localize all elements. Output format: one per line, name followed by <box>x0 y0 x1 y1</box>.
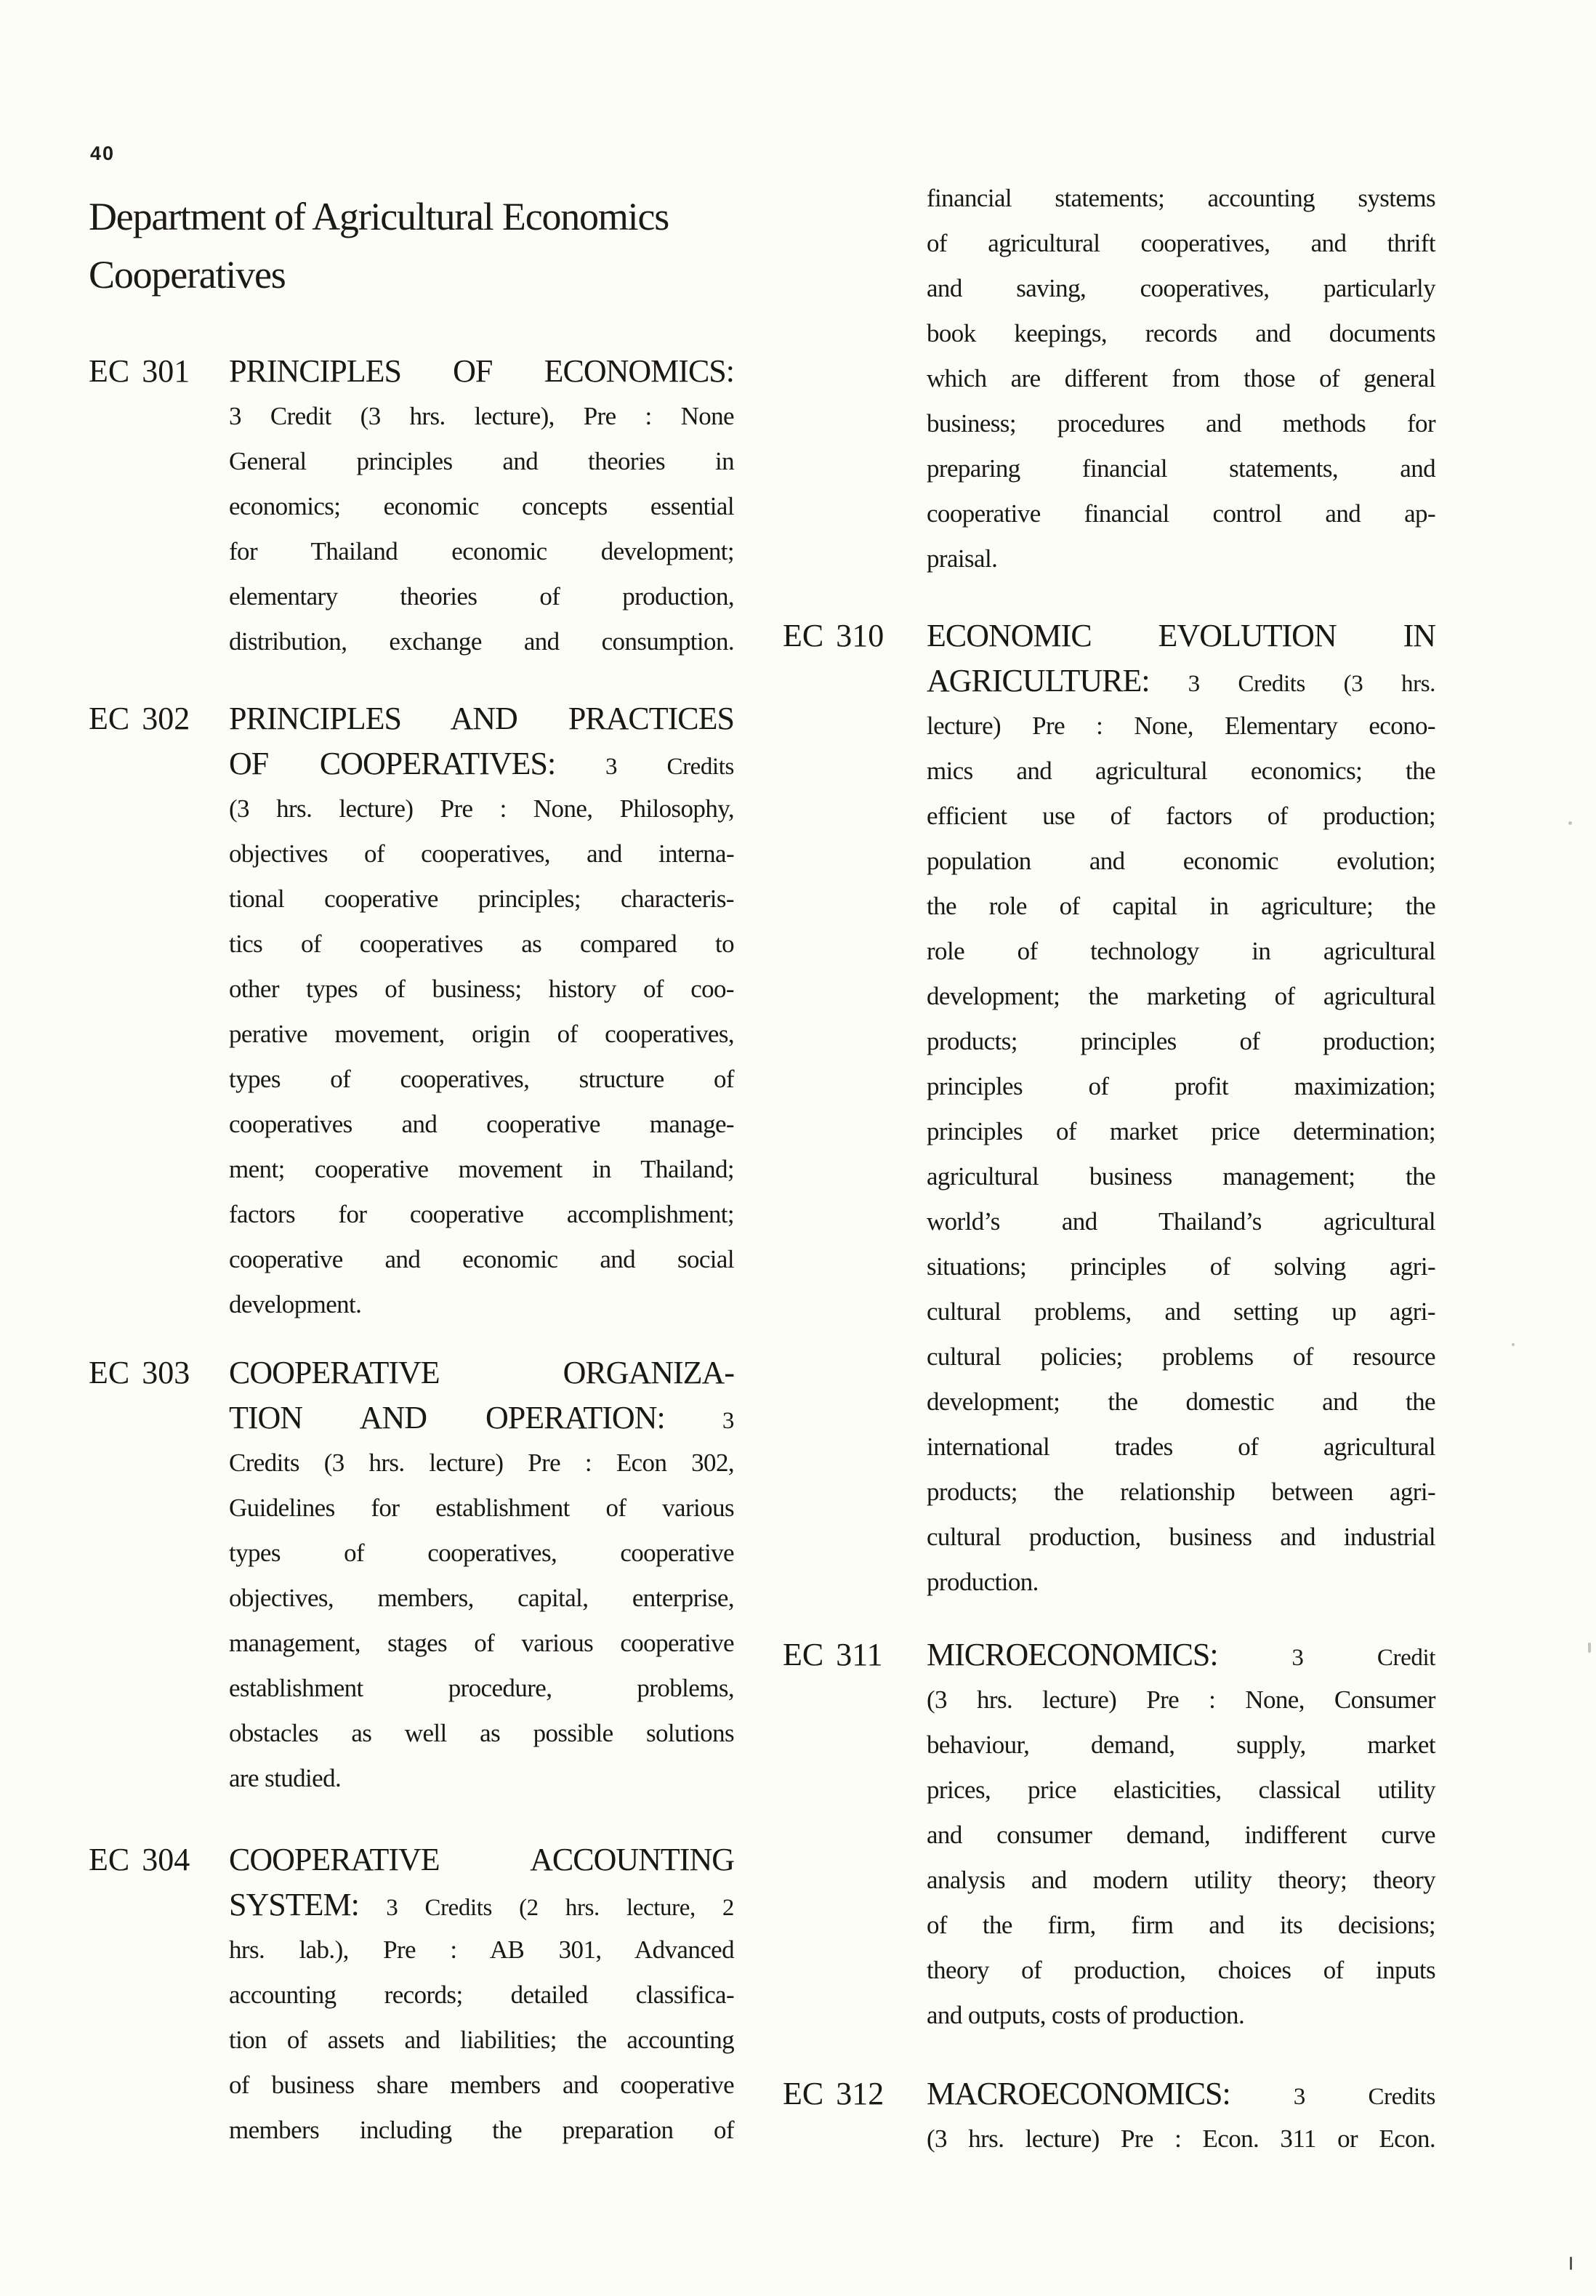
course-title-line-2 <box>927 658 1435 704</box>
course-text-line: products; principles of production; <box>927 1027 1435 1055</box>
course-text-line: 3 Credit (3 hrs. lecture), Pre : None <box>229 402 734 430</box>
course-text-line: Guidelines for establishment of various <box>229 1494 734 1522</box>
course-code: EC 310 <box>783 618 884 653</box>
course-text-line: cooperative and economic and social <box>229 1245 734 1273</box>
course-code: EC 304 <box>89 1842 190 1877</box>
course-text-line: tics of cooperatives as compared to <box>229 930 734 958</box>
paper-edge-mark <box>1570 2257 1572 2270</box>
course-text-line: of business share members and cooperative <box>229 2071 734 2099</box>
course-title-line-2-text: SYSTEM: <box>229 1887 359 1922</box>
course-text-line: population and economic evolution; <box>927 847 1435 875</box>
course-body <box>229 1837 734 2153</box>
course-text-line: (3 hrs. lecture) Pre : None, Consumer <box>927 1685 1435 1714</box>
course-body <box>927 1632 1435 2038</box>
course-title: MACROECONOMICS: <box>927 2076 1230 2111</box>
course-text-line: members including the preparation of <box>229 2116 734 2144</box>
course-code: EC 301 <box>89 353 190 389</box>
course-text-line: (3 hrs. lecture) Pre : Econ. 311 or Econ. <box>927 2124 1435 2153</box>
course-text-line: establishment procedure, problems, <box>229 1674 734 1702</box>
course-title-line-1: ECONOMIC EVOLUTION IN <box>927 618 1435 653</box>
course-text-line: elementary theories of production, <box>229 582 734 611</box>
course-code: EC 303 <box>89 1355 190 1390</box>
paper-edge-mark <box>1588 1643 1591 1653</box>
course-title-line-2 <box>229 1882 734 1928</box>
course-text-line: types of cooperatives, structure of <box>229 1065 734 1093</box>
course-text-line: and consumer demand, indifferent curve <box>927 1821 1435 1849</box>
course-text-line: objectives of cooperatives, and interna- <box>229 839 734 868</box>
course-text-line: production. <box>927 1568 1039 1596</box>
course-credits: 3 Credits (3 hrs. <box>1188 671 1435 697</box>
course-text-line: world’s and Thailand’s agricultural <box>927 1207 1435 1236</box>
course-text-line: accounting records; detailed classifica- <box>229 1981 734 2009</box>
course-text-line: objectives, members, capital, enterprise, <box>229 1584 734 1612</box>
course-text-line: cultural policies; problems of resource <box>927 1342 1435 1371</box>
course-text-line: cultural production, business and industrial <box>927 1523 1435 1551</box>
course-title-line-1: COOPERATIVE ACCOUNTING <box>229 1842 734 1877</box>
course-text-line: for Thailand economic development; <box>229 537 734 565</box>
course-text-line: perative movement, origin of cooperatives, <box>229 1020 734 1048</box>
course-text-line: international trades of agricultural <box>927 1433 1435 1461</box>
course-text-line: (3 hrs. lecture) Pre : None, Philosophy, <box>229 794 734 823</box>
course-title-line <box>927 1632 1435 1677</box>
course-text-line: cooperatives and cooperative manage- <box>229 1110 734 1138</box>
course-text-line: of the firm, firm and its decisions; <box>927 1911 1435 1939</box>
paper-speck <box>1512 1343 1515 1346</box>
course-text-line: book keepings, records and documents <box>927 319 1435 347</box>
course-text-line: economics; economic concepts essential <box>229 492 734 520</box>
course-text-line: praisal. <box>927 544 998 573</box>
course-text-line: Credits (3 hrs. lecture) Pre : Econ 302, <box>229 1449 734 1477</box>
course-text-line: business; procedures and methods for <box>927 409 1435 438</box>
course-text-line: obstacles as well as possible solutions <box>229 1719 734 1747</box>
course-text-line: mics and agricultural economics; the <box>927 757 1435 785</box>
course-text-line: and outputs, costs of production. <box>927 2001 1245 2029</box>
course-text-line: cultural problems, and setting up agri- <box>927 1297 1435 1326</box>
course-credits: 3 Credit <box>1291 1645 1435 1671</box>
course-text-line: tional cooperative principles; characteris- <box>229 885 734 913</box>
course-body <box>229 696 734 1327</box>
course-body <box>229 349 734 664</box>
course-text-line: preparing financial statements, and <box>927 454 1435 483</box>
course-title-line-2 <box>229 741 734 786</box>
department-heading-line-2: Cooperatives <box>89 253 286 297</box>
course-text-line: principles of profit maximization; <box>927 1072 1435 1100</box>
course-title: MICROECONOMICS: <box>927 1637 1218 1672</box>
course-credits: 3 Credits <box>605 754 734 780</box>
course-text-line: and saving, cooperatives, particularly <box>927 274 1435 302</box>
course-text-line: theory of production, choices of inputs <box>927 1956 1435 1984</box>
course-text-line: distribution, exchange and consumption. <box>229 627 734 656</box>
course-text-line: of agricultural cooperatives, and thrift <box>927 229 1435 257</box>
course-text-line: factors for cooperative accomplishment; <box>229 1200 734 1228</box>
course-body <box>229 1350 734 1801</box>
course-text-line: management, stages of various cooperative <box>229 1629 734 1657</box>
course-text-line: situations; principles of solving agri- <box>927 1252 1435 1281</box>
course-code: EC 302 <box>89 701 190 736</box>
course-title-line-2 <box>229 1395 734 1441</box>
course-text-line: ment; cooperative movement in Thailand; <box>229 1155 734 1183</box>
course-text-line: are studied. <box>229 1764 342 1792</box>
course-code: EC 311 <box>783 1637 883 1672</box>
course-text-line: development; the domestic and the <box>927 1387 1435 1416</box>
course-code: EC 312 <box>783 2076 884 2111</box>
course-body <box>927 613 1435 1605</box>
course-text-line: other types of business; history of coo- <box>229 975 734 1003</box>
course-credits: 3 Credits (2 hrs. lecture, 2 <box>386 1895 735 1921</box>
course-text-line: hrs. lab.), Pre : AB 301, Advanced <box>229 1936 734 1964</box>
course-text-line: development; the marketing of agricultural <box>927 982 1435 1010</box>
course-text-line: role of technology in agricultural <box>927 937 1435 965</box>
course-text-line: prices, price elasticities, classical utility <box>927 1776 1435 1804</box>
course-credits: 3 <box>722 1408 735 1434</box>
course-body <box>927 2071 1435 2162</box>
course-ec-304-continuation <box>927 176 1435 581</box>
course-text-line: the role of capital in agriculture; the <box>927 892 1435 920</box>
course-text-line: behaviour, demand, supply, market <box>927 1731 1435 1759</box>
department-heading-line-1: Department of Agricultural Economics <box>89 195 669 238</box>
department-heading <box>89 188 743 304</box>
course-text-line: General principles and theories in <box>229 447 734 475</box>
course-text-line: analysis and modern utility theory; theory <box>927 1866 1435 1894</box>
course-credits: 3 Credits <box>1293 2084 1435 2110</box>
page-number: 40 <box>90 142 116 164</box>
course-text-line: efficient use of factors of production; <box>927 802 1435 830</box>
paper-speck <box>1568 821 1572 825</box>
course-text-line: cooperative financial control and ap- <box>927 499 1435 528</box>
course-text-line: development. <box>229 1290 362 1318</box>
course-text-line: tion of assets and liabilities; the accounting <box>229 2026 734 2054</box>
course-title-line-2-text: TION AND OPERATION: <box>229 1400 665 1435</box>
course-title-line-1: PRINCIPLES AND PRACTICES <box>229 701 734 736</box>
course-text-line: financial statements; accounting systems <box>927 184 1435 212</box>
course-text-line: lecture) Pre : None, Elementary econo- <box>927 712 1435 740</box>
course-title: PRINCIPLES OF ECONOMICS: <box>229 353 734 389</box>
course-text-line: agricultural business management; the <box>927 1162 1435 1191</box>
course-text-line: types of cooperatives, cooperative <box>229 1539 734 1567</box>
course-title-line-1: COOPERATIVE ORGANIZA- <box>229 1355 734 1390</box>
course-text-line: which are different from those of general <box>927 364 1435 392</box>
course-title-line-2-text: OF COOPERATIVES: <box>229 746 556 781</box>
course-text-line: products; the relationship between agri- <box>927 1478 1435 1506</box>
course-title-line-2-text: AGRICULTURE: <box>927 663 1150 698</box>
course-text-line: principles of market price determination; <box>927 1117 1435 1145</box>
course-title-line <box>927 2071 1435 2116</box>
